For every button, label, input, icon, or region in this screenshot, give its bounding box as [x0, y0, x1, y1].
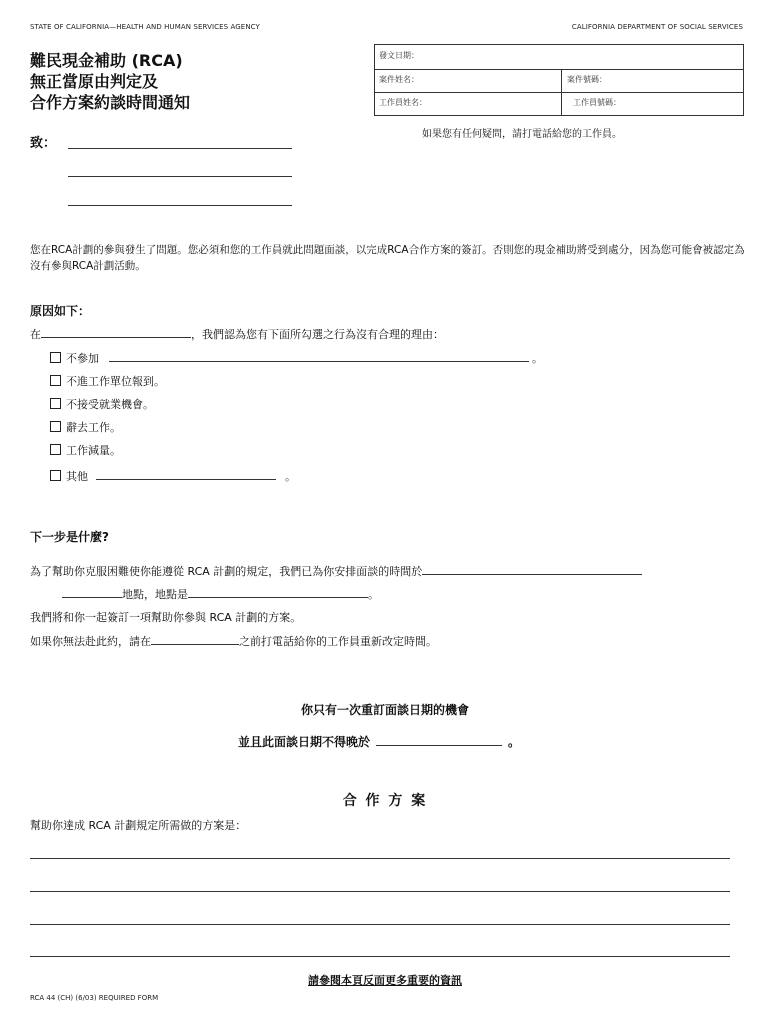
- appointment-date-blank[interactable]: [62, 587, 122, 598]
- option-quit-job[interactable]: 辭去工作。: [50, 419, 121, 435]
- next-line-1: 為了幫助你克服困難使你能遵從 RCA 計劃的規定，我們已為你安排面談的時間於: [30, 564, 642, 580]
- appointment-time-blank[interactable]: [422, 564, 642, 575]
- reasons-heading: 原因如下：: [30, 304, 91, 318]
- plan-line-3[interactable]: [30, 924, 730, 925]
- next-line-4: 如果你無法赴此約，請在 之前打電話給你的工作員重新改定時間。: [30, 635, 437, 648]
- deadline-blank[interactable]: [376, 735, 502, 746]
- plan-heading: 合 作 方 案: [342, 793, 428, 809]
- other-blank[interactable]: [96, 469, 276, 480]
- plan-intro: 幫助你達成 RCA 計劃規定所需做的方案是：: [30, 819, 247, 832]
- checkbox-icon[interactable]: [50, 470, 61, 481]
- plan-line-1[interactable]: [30, 858, 730, 859]
- checkbox-icon[interactable]: [50, 375, 61, 386]
- recipient-line-1[interactable]: [68, 148, 292, 149]
- case-number-label: 案件號碼：: [567, 75, 607, 84]
- checkbox-icon[interactable]: [50, 352, 61, 363]
- notice-date-label: 發文日期：: [379, 51, 419, 60]
- case-name-label: 案件姓名：: [379, 75, 419, 84]
- questions-text: 如果您有任何疑問，請打電話給您的工作員。: [422, 129, 622, 140]
- checkbox-icon[interactable]: [50, 398, 61, 409]
- deadline-line: 並且此面談日期不得晚於 。: [238, 735, 521, 749]
- option-refuse-job[interactable]: 不接受就業機會。: [50, 396, 154, 412]
- see-reverse-notice: 請參閱本頁反面更多重要的資訊: [308, 974, 462, 987]
- plan-line-2[interactable]: [30, 891, 730, 892]
- reschedule-date-blank[interactable]: [151, 634, 239, 645]
- option-other[interactable]: 其他 。: [50, 468, 296, 484]
- option-reduce-work[interactable]: 工作減量。: [50, 442, 121, 458]
- next-steps-heading: 下一步是什麼?: [30, 530, 109, 544]
- option-not-report[interactable]: 不進工作單位報到。: [50, 373, 165, 389]
- form-id: RCA 44 (CH) (6/03) REQUIRED FORM: [30, 994, 159, 1002]
- form-title: [30, 50, 190, 113]
- on-prefix: 在: [30, 328, 41, 341]
- case-info-box: [374, 44, 744, 116]
- on-suffix: ，我們認為您有下面所勾選之行為沒有合理的理由：: [191, 328, 444, 341]
- title-line-3: 合作方案約談時間通知: [30, 93, 191, 112]
- recipient-line-3[interactable]: [68, 205, 292, 206]
- reasons-date-line: [30, 327, 444, 343]
- recipient-line-2[interactable]: [68, 176, 292, 177]
- next-line-3: 我們將和你一起簽訂一項幫助你參與 RCA 計劃的方案。: [30, 611, 302, 624]
- not-participate-blank[interactable]: [109, 351, 529, 362]
- worker-number-label: 工作員號碼：: [573, 98, 621, 107]
- title-line-2: 無正當原由判定及: [30, 72, 159, 91]
- to-label: 致：: [30, 136, 57, 151]
- title-line-1: 難民現金補助 (RCA): [30, 51, 183, 70]
- next-line-2: 地點，地點是 。: [30, 587, 379, 603]
- checkbox-icon[interactable]: [50, 421, 61, 432]
- agency-header: STATE OF CALIFORNIA—HEALTH AND HUMAN SERVICES AGENCY: [30, 23, 260, 31]
- option-not-participate[interactable]: 不參加 。: [50, 350, 543, 366]
- appointment-location-blank[interactable]: [188, 587, 368, 598]
- reschedule-warning: 你只有一次重訂面談日期的機會: [300, 703, 469, 717]
- worker-name-label: 工作員姓名：: [379, 98, 427, 107]
- department-header: CALIFORNIA DEPARTMENT OF SOCIAL SERVICES: [571, 23, 743, 31]
- reasons-date-blank[interactable]: [41, 327, 191, 338]
- plan-line-4[interactable]: [30, 956, 730, 957]
- intro-paragraph: 您在RCA計劃的參與發生了問題。您必須和您的工作員就此問題面談，以完成RCA合作方案的簽訂。否則您的現金補助將受到處分，因為您可能會被認定為沒有參與RCA計劃活動。: [30, 244, 745, 272]
- checkbox-icon[interactable]: [50, 444, 61, 455]
